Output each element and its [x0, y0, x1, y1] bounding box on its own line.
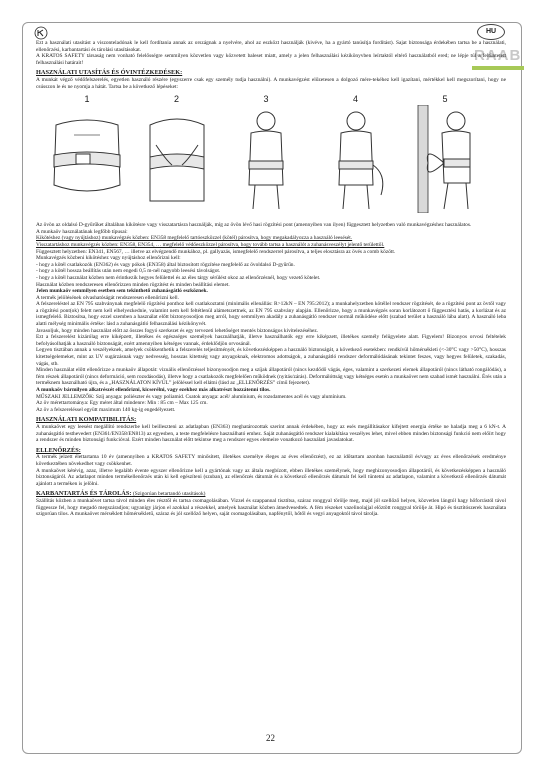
usage-check-2: - hogy a kötél hossza beállítás után nem engedi 0,5 m-nél nagyobb leesési távolságot.	[36, 268, 221, 275]
maintenance-text: Szállítás közben a munkaövet tartsa távol minden éles résztől és tartsa csomagolásában. Vizzel és szappannal tisztítsa, száraz ronggyal törölje meg, majd jól szellőző helyen, közvetlen lángtól hagy hőforrástól távol függessze fel, hogy megadó megszáradjon; ugyanígy járjon el azokkal a részekkel, amelyek használat közben átnedvesedtek. A fém részeket vazelinolajjal elöztött ronggyal törölje át. Hipó és tisztítószerek használata szigorúan tilos. A munkaövet mérséklett hőmérsékletű, száraz és jól szellőző helyen, saját csomagolásában, napfénytől, hőtől és vegyi anyagoktól távol tárolja.	[36, 497, 506, 518]
fitting-step-number: 5	[442, 94, 448, 105]
belt-fitting-illustration-5	[404, 105, 486, 213]
usage-check-1: - hogy a kötél csatlakozók (EN362) és vagy pókok (EN358) által biztosított rögzítése megfelelő az övoldalsó D-gyűrűn.	[36, 261, 295, 268]
tech-materials: MŰSZAKI JELLEMZŐK: Szíj anyaga: poliészter és vagy poliamid. Csatok anyaga: acél/ alumínium, és rozsdamentes acél és vagy alumínium.	[36, 393, 347, 400]
maintenance-title-note: (Szigorúan betartandó utasítások)	[133, 491, 206, 498]
fitting-step-number: 3	[263, 94, 269, 105]
belt-fitting-illustration-4	[315, 105, 397, 213]
section-title-compatibility: HASZNÁLATI KOMPATIBILITÁS:	[36, 416, 137, 424]
usage-paragraph-rescue: Javasoljuk, hogy minden használat előtt az összes fogyó szerkezet és egy tervezeti lehetőséget mentés biztonságos kivitelezéséhez.	[36, 327, 319, 334]
usage-paragraph-anchor: A felszereléstel az EN 795 szabványnak megfelelő rögzítési ponthoz kell csatlakoztatni (minimális ellenállás: R>12kN – EN 795:2012); a munkahelyzetben kötéllel rendszer rögzítését, de a rögzítési pont az övtől vagy a rögzítési pont(ok) felett nem kell elhelyezkednie, valamint nem kell feltétlenül alámetszettnek, az EN 795 szabvány alapján. Ellenőrizze, hogy a munkavégzés soran korlátozott ő függesztési hatás, a korlázat és az ismegfelelő. Biztosítsa, hogy ezzel szemben a használat előtt biztonyosodjon meg arról, hogy semmilyen akadály a zuhanásgátló rendszer normál működése előtt (szabad terület a használó lába alatt). A használó leba alatti mélység minimális értéke: lásd a zuhanásgátló felhasználási kézikönyvét.	[36, 301, 506, 328]
tech-max-load: Az öv a felszereléssel együtt maximum 140 kg-ig engedélyezett.	[36, 406, 176, 413]
inspection-paragraph-2: A munkaövet kétévig, azaz, illetve legalább évente egyszer ellenőrizne kell a gyártónak vagy az általa megbízott, ebben illetékes személynek, hogy meghizonyosodjon állapotáról, és következésképpen a használó biztonságáról. Az adatlapot minden termékellenőrzés után ki kell egészíteni (szuban), az ellenőrzés dátumát és a következő ellenőrzés dátumát fel kell tüntetni az adatlapon, valamint a következő ellenőrzés dátumát ajánlott a terméken is jelölni.	[36, 467, 506, 487]
fitting-step-figure	[315, 96, 397, 218]
page-number: 22	[266, 733, 275, 743]
fitting-step-figure	[225, 96, 307, 218]
language-badge: HU	[477, 24, 505, 40]
fitting-step-number: 2	[173, 94, 179, 105]
kratos-logo-icon	[34, 26, 48, 40]
usage-type-positioning: Kikötéshez (vagy nyújtáshoz) munkavégzés közben: EN358 megfelelő tartóeszközzel (kötél) párosítva, hogy megakadályozza a használó leesését.	[36, 235, 353, 242]
usage-paragraph-hazards: Legyen tisztában annak a veszélyeknek, amelyek csökkenthetik a felszerelés teljesítményét, és következésképpen a használó biztonságát, a következő esetekben: rendkívül hőmérsékleti (<-30°C vagy >50°C), hosszas kitettségelemeket, mint az UV sugárzásnak vagy nedvesség, hosszas kitettség vagy anyagoknak, elektromos adottságok, a zuhanásgátló rendszer deformálódásának tekintet feszes, vagy hegyes felületek, szakadás, vágás, stb.	[36, 347, 506, 367]
usage-after-figures: Az övön az oldalsó D-gyűrűket általában kikötésre vagy visszatartásra használják, míg az övön lévő hasi rögzítési pont (amennyiben van ilyen) függesztett helyzetben való munkavégzéshez használatos.	[36, 222, 472, 229]
intro-paragraph-2: A KRATOS SAFETY társaság nem vonható felelősségre semmilyen közvetlen vagy közvetett baleset miatt, amely a jelen felhasználási kézikönyvben leírtaktól eltérő használatból ered; ne lépje túl a feltüntetett felhasználási határait!	[36, 53, 506, 66]
fitting-step-figure	[46, 96, 128, 218]
section-title-usage: HASZNÁLATI UTASÍTÁS ÉS ÓVINTÉZKEDÉSEK:	[36, 69, 183, 77]
belt-fitting-illustration-1	[46, 105, 128, 213]
intro-paragraph-1: Ezt a használati utasítást a viszonteladónak le kell fordítania annak az országnak a nyelvére, ahol az eszközt használják (kivéve, ha a gyártó tanúsítja fordítást). Sajat biztonsága érdekében tartsa be a használati, ellenőrzési, karbantartási és tárolási utasításokat.	[36, 40, 506, 53]
maintenance-title-text: KARBANTARTÁS ÉS TÁROLÁS:	[36, 490, 132, 498]
warning-not-fall-arrest: Jelen munkaöv semmilyen esetben sem tekinthető zuhanásgátló eszköznek.	[36, 288, 208, 295]
usage-type-restraint: Visszatartáshoz munkavégzés közben: EN358, EN354, … megfelelő védőeszközzel párosítva, hogy tovább tartsa a használót a zuhanásveszélyt jelentő területtől.	[36, 241, 385, 248]
section-title-inspection: ELLENŐRZÉS:	[36, 446, 81, 454]
usage-types-heading: A munkaöv használatának legfőbb típusai:	[36, 228, 128, 235]
belt-fitting-illustration-3	[225, 105, 307, 213]
usage-type-suspension: Függesztett helyzetben: EN341, EN567, … illetve az elvégzendő munkához, pl. gallyazás, ismegfelelő rendszerrel párosítva, a teljes elosztásra az övés a comb között.	[36, 248, 396, 255]
compatibility-text: A munkaövet egy leesést megállító rendszerbe kell beilleszteni az adatlapban (EN363) meghatározottak szerint annak érdekében, hogy az esés megállításakor kifejtett energia értéke ne haladja meg a 6 kN-t. A zuhanásgátló testhevedert (EN361/EN358/EN813) az egyesben, a teste megfelelésre használható emhez. Saját zuhanásgátló rendszer kialakítása veszélyes lehet, mivel ebben minden biztonsági funkció nem előírt hogy a rendszer és minden biztonsági funkcióval. Ezért minden használat előtt tekintse meg a rendszer egyes elemeire vonatkozó használati javaslatokat.	[36, 423, 506, 444]
warning-modification: A munkaöv bármilyen alkatrészét ellenőrizni, kicserélni, vagy ezekhez más alkatrészt hozzátenni tilos.	[36, 387, 271, 393]
belt-fitting-illustration-2	[136, 105, 218, 213]
usage-check-3: - hogy a kötél használat közben nem érintkezik hegyes felülettel és az éles tárgy sérülést okoz az ellenőrzésnél, hogy vezető kötelet.	[36, 274, 321, 281]
raab-logo-text: RAAB	[474, 47, 522, 64]
section-title-maintenance	[36, 491, 506, 498]
fitting-step-number: 1	[84, 94, 90, 105]
usage-paragraph-marking: A termék jelölésének olvashatóságát rendszeresen ellenőrizni kell.	[36, 294, 179, 301]
inspection-paragraph-1: A termék jelzett élettartama 10 év (amennyiben a KRATOS SAFETY minősített, illetékes személye éleges az éves ellenőrzést), ez az időtartam azonban használattól és/vagy az éves ellenőrzések eredménye következtében növekedhet vagy csökkenhet.	[36, 454, 506, 467]
fitting-step-figure	[136, 96, 218, 218]
fitting-steps-figures	[46, 96, 486, 218]
usage-check-4: Használat közben rendszeresen ellenőrizzen minden rögzítést és minden beállítási elemet.	[36, 281, 230, 288]
fitting-step-figure	[404, 96, 486, 218]
usage-paragraph-inspection-before-use: Minden használat előtt ellenőrizze a munkaöv állapotát: vizuális ellenőrzéssel bizonyosodjon meg a szíjak állapotáról (nincs kezdődő vágás, éges, valamint a szerkezeti elemek állapotáról (nincs látható rongálódás), a fém részek állapotáról (nincs deformáció, sem rozsdásodás), illetve hogy a csatlakozók megfelelően működnek (nyitás/zárás). Deformálóttság vagy kétséges esetén a munkaövet nem szabad ismét használni. Érés után a terméknem használható újra, és a „HASZNÁLATON KÍVÜL” jelöléssel kell ellátni (lásd az „ELLENŐRZÉS” című fejezetet).	[36, 367, 506, 387]
usage-paragraph-trained-users: Ezt a felszerelést kizárólag erre kiképzett, illetékes és egészséges személyek használhatják, illetve használhatók egy erre kiképzett, illetékes személy felügyelete alatt. Figyelem! Bizonyos orvosi feltételek befolyásolhatják a használó biztonságát, ezért amennyiben kétséges vannak, érdeklődjön orvosánál.	[36, 334, 506, 347]
tech-size-range: Az öv mérettartománya: Egy méret által mindenre: Min : 85 cm – Max 125 cm.	[36, 400, 208, 407]
fitting-step-number: 4	[352, 94, 358, 105]
usage-check-heading: Munkavégzés közbeni kikötéshez vagy nyújtáshoz ellenőrizni kell:	[36, 255, 181, 262]
usage-text: A munkát végző védőfelszerelés, egyetlen használó részére (egyszerre csak egy személy tudja használni). A munkavégzést előzetesen a dolgozó mére-tekéhez kell igazítani, mértékkel kell megszorítani, hogy ne csússzon le és ne nyomja a hátát. Tartsa be a következő lépéseket:	[36, 76, 506, 90]
document-body	[36, 40, 506, 518]
